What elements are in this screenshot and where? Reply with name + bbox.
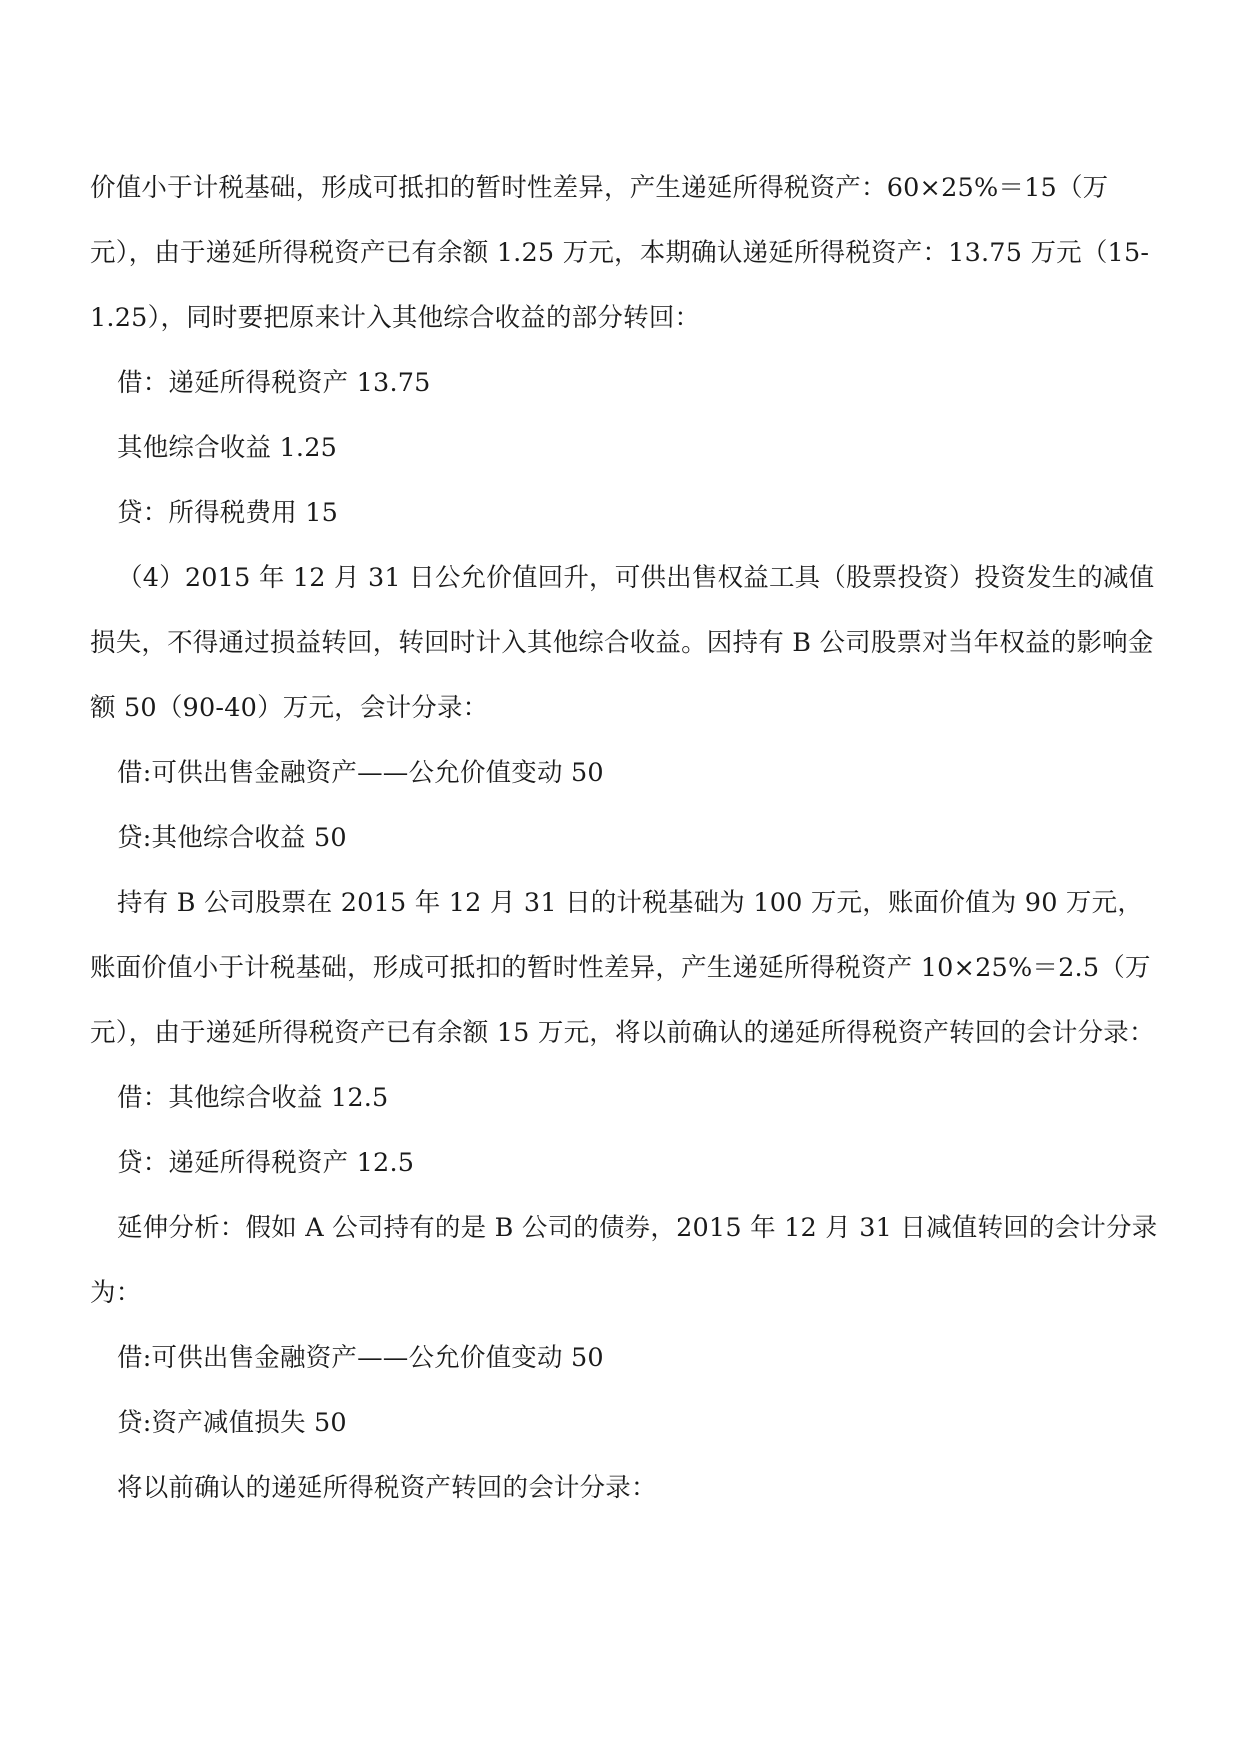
journal-debit-other-comprehensive-income: 其他综合收益 1.25 [117, 433, 338, 463]
journal-credit-other-comprehensive-income: 贷:其他综合收益 50 [117, 823, 347, 853]
journal-debit-deferred-tax-asset: 借：递延所得税资产 13.75 [117, 368, 431, 398]
paragraph-fair-value-recovery: （4）2015 年 12 月 31 日公允价值回升，可供出售权益工具（股票投资）投资发生的减值损失，不得通过损益转回，转回时计入其他综合收益。因持有 B 公司股票对当年权益的影响金额 50（90-40）万元，会计分录： [90, 563, 1155, 723]
journal-debit-afs-fair-value-bond: 借:可供出售金融资产——公允价值变动 50 [117, 1343, 604, 1373]
journal-debit-afs-fair-value: 借:可供出售金融资产——公允价值变动 50 [117, 758, 604, 788]
journal-credit-income-tax-expense: 贷：所得税费用 15 [117, 498, 339, 528]
document-body [90, 156, 1162, 1521]
paragraph-reversal-entry-intro: 将以前确认的递延所得税资产转回的会计分录： [117, 1473, 657, 1503]
journal-credit-impairment-loss: 贷:资产减值损失 50 [117, 1408, 347, 1438]
paragraph-tax-base-analysis: 持有 B 公司股票在 2015 年 12 月 31 日的计税基础为 100 万元，账面价值为 90 万元，账面价值小于计税基础，形成可抵扣的暂时性差异，产生递延所得税资产 10×25%＝2.5（万元），由于递延所得税资产已有余额 15 万元，将以前确认的递延所得税资产转回的会计分录： [90, 888, 1155, 1048]
paragraph-extended-analysis: 延伸分析：假如 A 公司持有的是 B 公司的债券，2015 年 12 月 31 日减值转回的会计分录为： [90, 1213, 1158, 1308]
journal-debit-oci-reversal: 借：其他综合收益 12.5 [117, 1083, 389, 1113]
journal-credit-deferred-tax-asset: 贷：递延所得税资产 12.5 [117, 1148, 415, 1178]
paragraph-deferred-tax-asset-calc: 价值小于计税基础，形成可抵扣的暂时性差异，产生递延所得税资产：60×25%＝15（万元），由于递延所得税资产已有余额 1.25 万元，本期确认递延所得税资产：13.75 万元（15-1.25），同时要把原来计入其他综合收益的部分转回： [90, 173, 1150, 333]
